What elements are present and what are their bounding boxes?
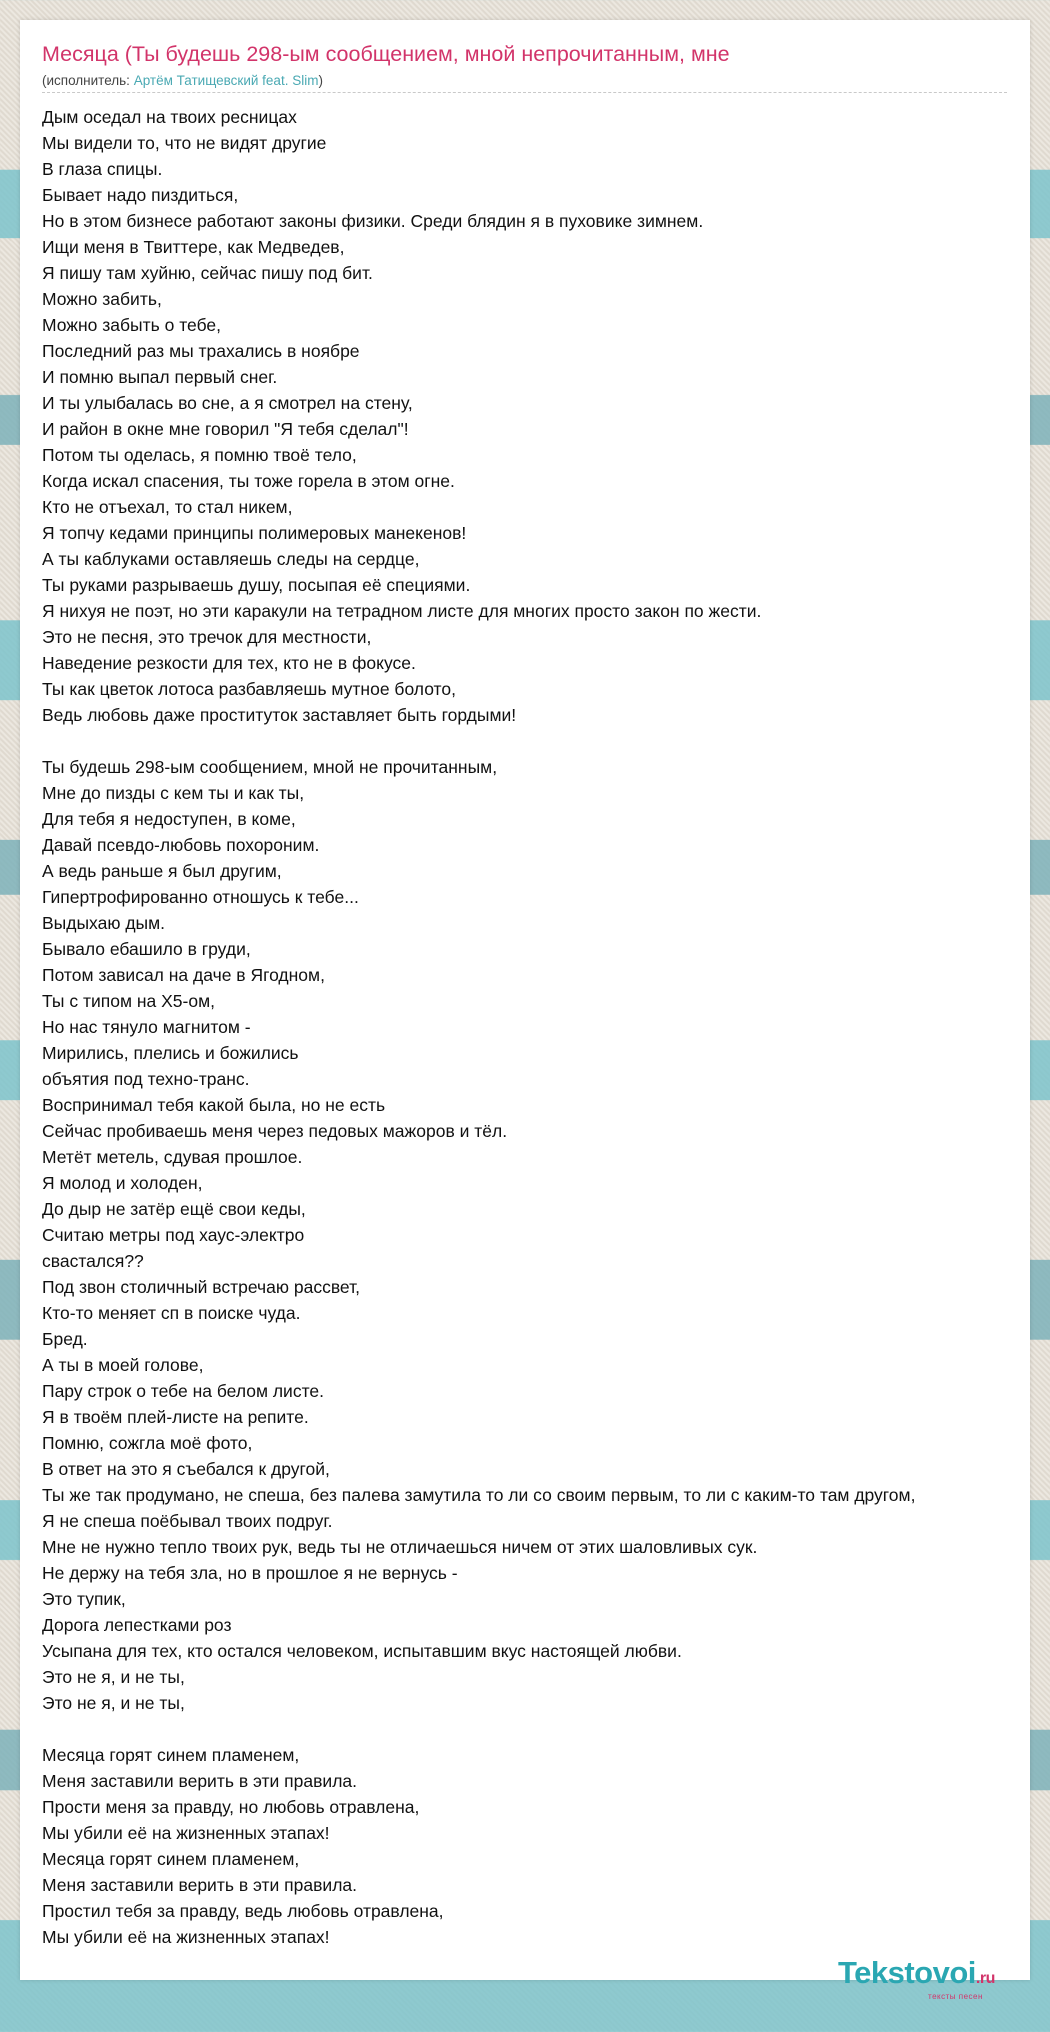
logo-main-text: Tekstovoi <box>838 1955 976 1990</box>
lyric-line: И ты улыбалась во сне, а я смотрел на стену, <box>42 393 413 413</box>
lyric-line: Я пишу там хуйню, сейчас пишу под бит. <box>42 263 373 283</box>
lyric-line: Прости меня за правду, но любовь отравлена, <box>42 1797 420 1817</box>
lyric-line: Дорога лепестками роз <box>42 1615 232 1635</box>
lyrics-text <box>42 104 1050 1950</box>
lyric-line: Наведение резкости для тех, кто не в фокусе. <box>42 653 416 673</box>
lyric-line: Меня заставили верить в эти правила. <box>42 1875 357 1895</box>
lyric-line: Давай псевдо-любовь похороним. <box>42 835 320 855</box>
lyric-line: Я в твоём плей-листе на репите. <box>42 1407 309 1427</box>
lyric-line: Помню, сожгла моё фото, <box>42 1433 253 1453</box>
site-logo[interactable] <box>838 1955 1048 2005</box>
lyric-line: Когда искал спасения, ты тоже горела в этом огне. <box>42 471 455 491</box>
lyric-line: Пару строк о тебе на белом листе. <box>42 1381 324 1401</box>
lyric-line: Мне до пизды с кем ты и как ты, <box>42 783 305 803</box>
artist-suffix: ) <box>318 73 323 88</box>
page-title: Месяца (Ты будешь 298-ым сообщением, мной непрочитанным, мне <box>42 42 730 66</box>
lyric-line: Потом ты оделась, я помню твоё тело, <box>42 445 357 465</box>
lyric-line: Ты руками разрываешь душу, посыпая её специями. <box>42 575 471 595</box>
stanza-gap <box>42 728 1050 754</box>
lyric-line: Считаю метры под хаус-электро <box>42 1225 305 1245</box>
lyric-line: До дыр не затёр ещё свои кеды, <box>42 1199 306 1219</box>
stanza-gap <box>42 1716 1050 1742</box>
lyric-line: Ты как цветок лотоса разбавляешь мутное болото, <box>42 679 456 699</box>
lyric-line: Это не песня, это тречок для местности, <box>42 627 372 647</box>
lyric-line: Я не спеша поёбывал твоих подруг. <box>42 1511 333 1531</box>
lyric-line: Гипертрофированно отношусь к тебе... <box>42 887 359 907</box>
lyric-line: Мы убили её на жизненных этапах! <box>42 1823 330 1843</box>
lyric-line: Мы убили её на жизненных этапах! <box>42 1927 330 1947</box>
logo-wordmark <box>838 1955 995 1991</box>
lyric-line: Но в этом бизнесе работают законы физики. Среди блядин я в пуховике зимнем. <box>42 211 704 231</box>
artist-prefix: (исполнитель: <box>42 73 134 88</box>
lyric-line: Потом зависал на даче в Ягодном, <box>42 965 325 985</box>
lyric-line: А ведь раньше я был другим, <box>42 861 282 881</box>
lyric-line: Меня заставили верить в эти правила. <box>42 1771 357 1791</box>
lyric-line: И район в окне мне говорил "Я тебя сделал"! <box>42 419 409 439</box>
lyric-line: В ответ на это я съебался к другой, <box>42 1459 330 1479</box>
lyric-line: Можно забыть о тебе, <box>42 315 221 335</box>
artist-line <box>42 73 323 88</box>
lyric-line: Сейчас пробиваешь меня через педовых мажоров и тёл. <box>42 1121 508 1141</box>
lyric-line: Бывает надо пиздиться, <box>42 185 239 205</box>
artist-link[interactable]: Артём Татищевский feat. Slim <box>133 73 319 88</box>
lyric-line: Простил тебя за правду, ведь любовь отравлена, <box>42 1901 444 1921</box>
lyric-line: Дым оседал на твоих ресницах <box>42 107 297 127</box>
lyric-line: А ты каблуками оставляешь следы на сердце, <box>42 549 420 569</box>
lyric-line: Это не я, и не ты, <box>42 1693 185 1713</box>
lyric-line: Ты с типом на Х5-ом, <box>42 991 215 1011</box>
lyric-line: А ты в моей голове, <box>42 1355 204 1375</box>
lyric-line: Месяца горят синем пламенем, <box>42 1849 300 1869</box>
lyrics-card <box>20 20 1030 2001</box>
logo-tagline: тексты песен <box>928 1992 983 2001</box>
lyric-line: Усыпана для тех, кто остался человеком, испытавшим вкус настоящей любви. <box>42 1641 682 1661</box>
logo-tld: .ru <box>975 1970 995 1987</box>
lyric-line: Кто-то меняет сп в поиске чуда. <box>42 1303 301 1323</box>
lyric-line: Для тебя я недоступен, в коме, <box>42 809 296 829</box>
lyric-line: Метёт метель, сдувая прошлое. <box>42 1147 303 1167</box>
lyric-line: Кто не отъехал, то стал никем, <box>42 497 293 517</box>
lyric-line: свастался?? <box>42 1251 144 1271</box>
lyric-line: Но нас тянуло магнитом - <box>42 1017 251 1037</box>
lyric-line: И помню выпал первый снег. <box>42 367 278 387</box>
lyric-line: Бывало ебашило в груди, <box>42 939 251 959</box>
lyric-line: Можно забить, <box>42 289 162 309</box>
lyric-line: Месяца горят синем пламенем, <box>42 1745 300 1765</box>
lyric-line: В глаза спицы. <box>42 159 163 179</box>
lyric-line: Под звон столичный встречаю рассвет, <box>42 1277 361 1297</box>
lyric-line: Воспринимал тебя какой была, но не есть <box>42 1095 386 1115</box>
lyric-line: Последний раз мы трахались в ноябре <box>42 341 360 361</box>
lyric-line: Ведь любовь даже проституток заставляет быть гордыми! <box>42 705 517 725</box>
lyric-line: Ты же так продумано, не спеша, без палева замутила то ли со своим первым, то ли с каким-то там другом, <box>42 1485 916 1505</box>
lyric-line: объятия под техно-транс. <box>42 1069 250 1089</box>
lyric-line: Я молод и холоден, <box>42 1173 203 1193</box>
lyric-line: Мирились, плелись и божились <box>42 1043 299 1063</box>
lyric-line: Это тупик, <box>42 1589 126 1609</box>
divider <box>42 92 1007 93</box>
lyric-line: Мы видели то, что не видят другие <box>42 133 327 153</box>
lyric-line: Я нихуя не поэт, но эти каракули на тетрадном листе для многих просто закон по жести. <box>42 601 762 621</box>
lyric-line: Мне не нужно тепло твоих рук, ведь ты не отличаешься ничем от этих шаловливых сук. <box>42 1537 758 1557</box>
lyric-line: Ты будешь 298-ым сообщением, мной не прочитанным, <box>42 757 498 777</box>
lyric-line: Выдыхаю дым. <box>42 913 165 933</box>
lyric-line: Бред. <box>42 1329 88 1349</box>
lyric-line: Это не я, и не ты, <box>42 1667 185 1687</box>
lyric-line: Ищи меня в Твиттере, как Медведев, <box>42 237 345 257</box>
lyric-line: Не держу на тебя зла, но в прошлое я не вернусь - <box>42 1563 458 1583</box>
lyric-line: Я топчу кедами принципы полимеровых манекенов! <box>42 523 467 543</box>
